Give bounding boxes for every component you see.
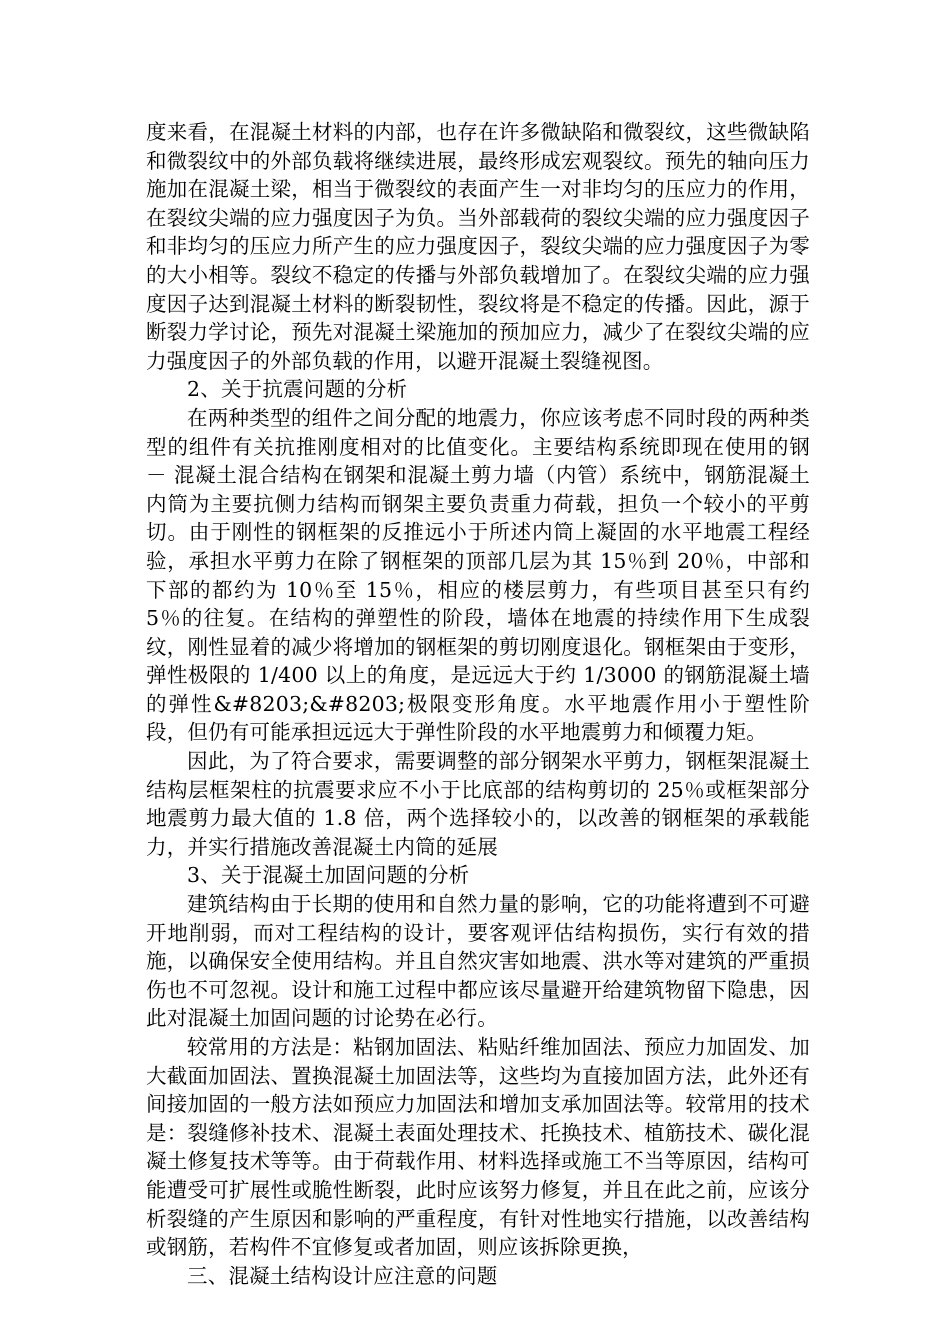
paragraph-reinforcement-methods: 较常用的方法是：粘钢加固法、粘贴纤维加固法、预应力加固发、加大截面加固法、置换混凝土加固法等，这些均为直接加固方法，此外还有间接加固的一般方法如预应力加固法和增加支承加固法等。较常用的技术是：裂缝修补技术、混凝土表面处理技术、托换技术、植筋技术、碳化混凝土修复技术等等。由于荷载作用、材料选择或施工不当等原因，结构可能遭受可扩展性或脆性断裂，此时应该努力修复，并且在此之前，应该分析裂缝的产生原因和影响的严重程度，有针对性地实行措施，以改善结构或钢筋，若构件不宜修复或者加固，则应该拆除更换， <box>146 1035 810 1260</box>
paragraph-fracture-continuation: 度来看，在混凝土材料的内部，也存在许多微缺陷和微裂纹，这些微缺陷和微裂纹中的外部负载将继续进展，最终形成宏观裂纹。预先的轴向压力施加在混凝土梁，相当于微裂纹的表面产生一对非均匀的压应力的作用，在裂纹尖端的应力强度因子为负。当外部载荷的裂纹尖端的应力强度因子和非均匀的压应力所产生的应力强度因子，裂纹尖端的应力强度因子为零的大小相等。裂纹不稳定的传播与外部负载增加了。在裂纹尖端的应力强度因子达到混凝土材料的断裂韧性，裂纹将是不稳定的传播。因此，源于断裂力学讨论，预先对混凝土梁施加的预加应力，减少了在裂纹尖端的应力强度因子的外部负载的作用，以避开混凝土裂缝视图。 <box>146 120 810 373</box>
section-heading-reinforcement: 3、关于混凝土加固问题的分析 <box>187 863 470 888</box>
paragraph-structure-damage: 建筑结构由于长期的使用和自然力量的影响，它的功能将遭到不可避开地削弱，而对工程结构的设计，要客观评估结构损伤，实行有效的措施，以确保安全使用结构。并且自然灾害如地震、洪水等对建筑的严重损伤也不可忽视。设计和施工过程中都应该尽量避开给建筑物留下隐患，因此对混凝土加固问题的讨论势在必行。 <box>146 892 810 1031</box>
section-heading-design-issues: 三、混凝土结构设计应注意的问题 <box>187 1263 498 1288</box>
document-page <box>146 118 810 1290</box>
paragraph-seismic-force: 在两种类型的组件之间分配的地震力，你应该考虑不同时段的两种类型的组件有关抗推刚度相对的比值变化。主要结构系统即现在使用的钢 － 混凝土混合结构在钢架和混凝土剪力墙（内管）系统中，钢筋混凝土内筒为主要抗侧力结构而钢架主要负责重力荷载，担负一个较小的平剪切。由于刚性的钢框架的反推远小于所述内筒上凝固的水平地震工程经验，承担水平剪力在除了钢框架的顶部几层为其 15％到 20％，中部和下部的都约为 10％至 15％，相应的楼层剪力，有些项目甚至只有约 5％的往复。在结构的弹塑性的阶段，墙体在地震的持续作用下生成裂纹，刚性显着的减少将增加的钢框架的剪切刚度退化。钢框架由于变形，弹性极限的 1/400 以上的角度，是远远大于约 1/3000 的钢筋混凝土墙的弹性&#8203;&#8203;极限变形角度。水平地震作用小于塑性阶段，但仍有可能承担远远大于弹性阶段的水平地震剪力和倾覆力矩。 <box>146 405 810 745</box>
paragraph-seismic-requirements: 因此，为了符合要求，需要调整的部分钢架水平剪力，钢框架混凝土结构层框架柱的抗震要求应不小于比底部的结构剪切的 25％或框架部分地震剪力最大值的 1.8 倍，两个选择较小的，以改善的钢框架的承载能力，并实行措施改善混凝土内筒的延展 <box>146 749 810 859</box>
section-heading-seismic: 2、关于抗震问题的分析 <box>187 377 408 402</box>
